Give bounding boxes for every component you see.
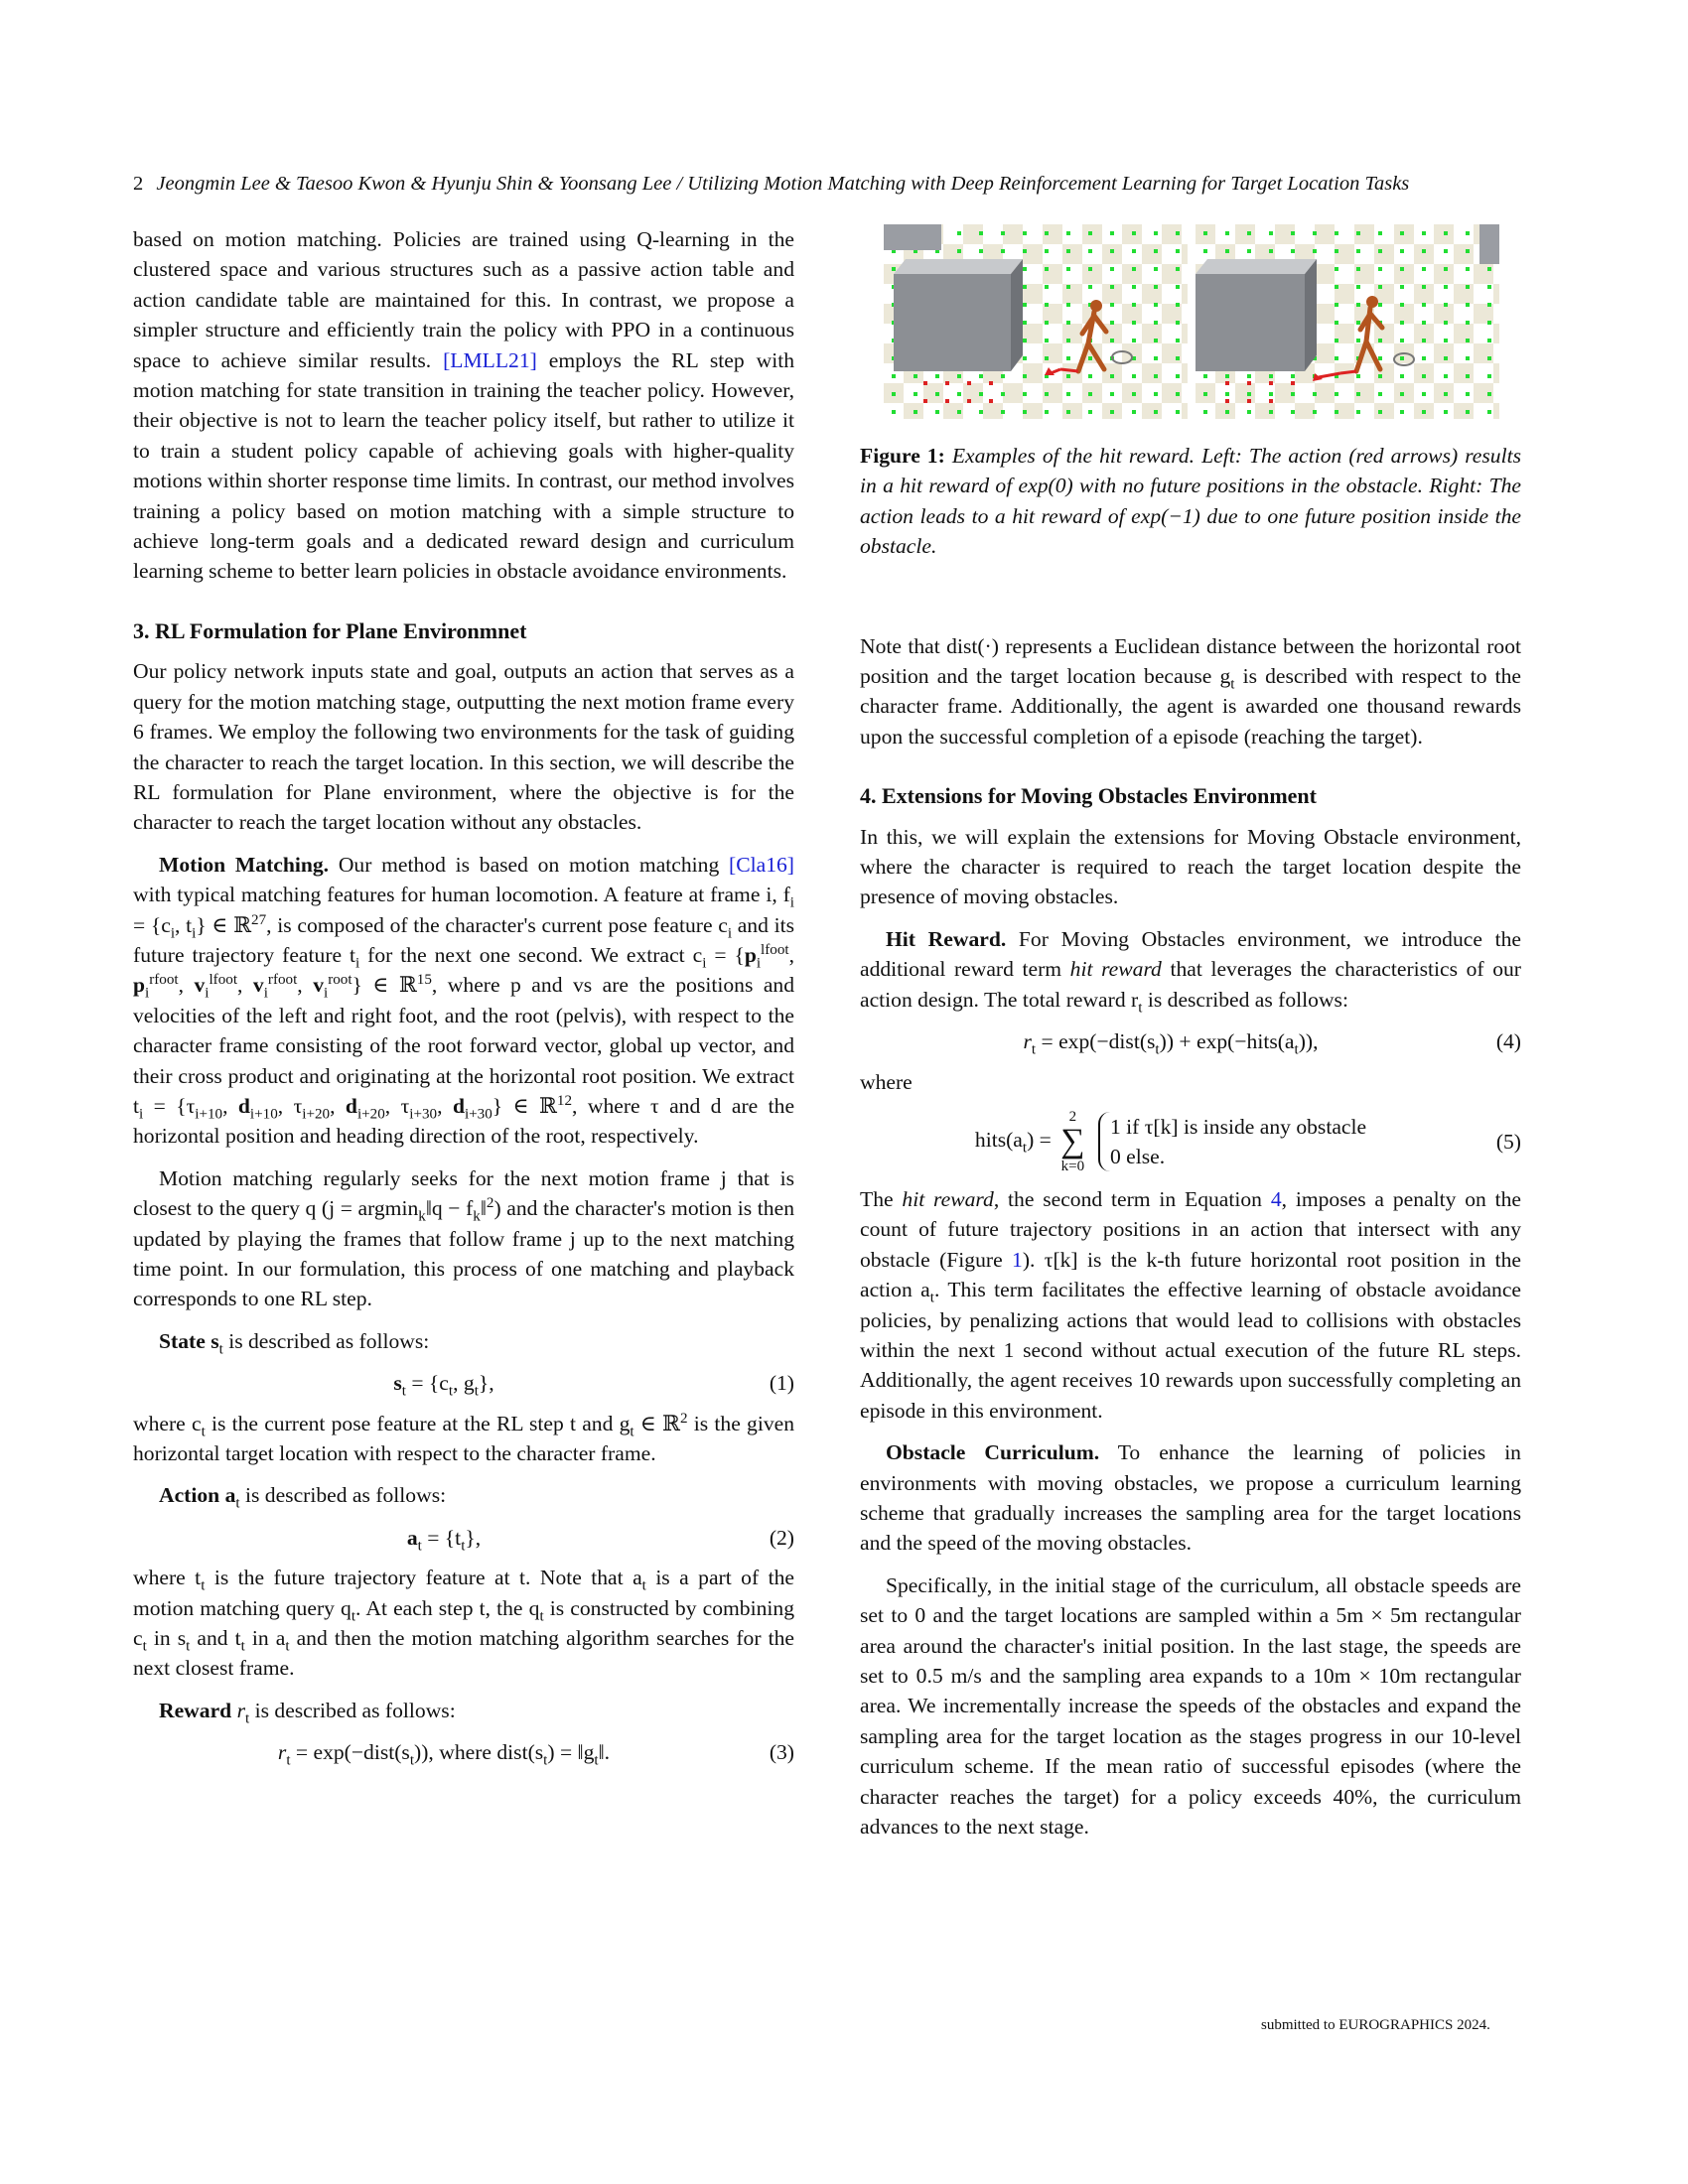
cases-brace: 1 if τ[k] is inside any obstacle 0 else. <box>1098 1112 1366 1171</box>
equation-2: $a_t = \{t_t\}$, (2) <box>133 1523 794 1553</box>
running-title: Jeongmin Lee & Taesoo Kwon & Hyunju Shin & Yoonsang Lee / Utilizing Motion Matching with Deep Reinforcement Learning for Target Location Tasks <box>156 173 1410 195</box>
equation-1: $s_t = \{c_t$, $g_t$}, (1) <box>133 1368 794 1398</box>
equation-number: (5) <box>1495 1129 1521 1154</box>
paragraph-motion-matching: Motion Matching. Our method is based on motion matching [Cla16] with typical matching features for human locomotion. A feature at frame i, $f_i = \{c_i$, $t_i$} ∈ ℝ$^{27}$, is composed of the character's current pose feature $c_i$ and its future trajectory feature $t_i$ for the next one second. We extract $c_i = \{p_i^{lfoot}$, $p_i^{rfoot}$, $v_i^{lfoot}$, $v_i^{rfoot}$, $v_i^{root}$} ∈ ℝ$^{15}$, where p and vs are the positions and velocities of the left and right foot, and the root (pelvis), with respect to the character frame consisting of the root forward vector, global up vector, and their cross product and originating at the horizontal root position. We extract $t_i = \{\tau_{i+10}$, $d_{i+10}$, $\tau_{i+20}$, $d_{i+20}$, $\tau_{i+30}$, $d_{i+30}$} ∈ ℝ$^{12}$, where τ and d are the horizontal position and heading direction of the root, respectively. <box>133 852 795 1149</box>
left-panel <box>884 224 1188 419</box>
figure-1-caption: Figure 1: Examples of the hit reward. Left: The action (red arrows) results in a hit reward of exp(0) with no future positions in the obstacle. Right: The action leads to a hit reward of exp(−1) due to one future position inside the obstacle. <box>860 444 1521 559</box>
section-heading-4: 4. Extensions for Moving Obstacles Environment <box>860 783 1317 809</box>
citation-link[interactable]: [Cla16] <box>729 852 794 877</box>
equation-4: $r_t$ = $\exp(-dist(s_t))$ + $\exp(-hits(a_t))$, (4) <box>860 1026 1521 1056</box>
paragraph-related-work: based on motion matching. Policies are trained using Q-learning in the clustered space and various structures such as a passive action table and action candidate table are maintained for this. In contrast, we propose a simpler structure and efficiently train the policy with PPO in a continuous space to achieve similar results. [LMLL21] employs the RL step with motion matching for state transition in training the teacher policy. However, their objective is not to learn the teacher policy itself, but rather to utilize it to train a student policy capable of achieving goals with higher-quality motions within shorter response time limits. In contrast, our method involves training a policy based on motion matching with a simple structure to achieve long-term goals and a dedicated reward design and curriculum learning scheme to better learn policies in obstacle avoidance environments. <box>133 227 794 584</box>
equation-number: (4) <box>1495 1029 1521 1054</box>
paragraph-hit-desc: The hit reward, the second term in Equation 4, imposes a penalty on the count of future trajectory positions in an action that intersect with any obstacle (Figure 1). τ[k] is the k-th future horizontal root position in the action $a_t$. This term facilitates the effective learning of obstacle avoidance policies, by penalizing actions that would lead to collisions with obstacles within the next 1 second without actual execution of the future RL steps. Additionally, the agent receives 10 rewards upon successfully completing an episode in this environment. <box>860 1186 1522 1423</box>
paragraph-overview: Our policy network inputs state and goal, outputs an action that serves as a query for the motion matching stage, outputting the next motion frame every 6 frames. We employ the following two environments for the task of guiding the character to reach the target location. In this section, we will describe the RL formulation for Plane environment, where the objective is for the character to reach the target location without any obstacles. <box>133 659 794 835</box>
figure-1-image <box>884 224 1499 419</box>
paragraph-curriculum: Obstacle Curriculum. To enhance the learning of policies in environments with moving obstacles, we propose a curriculum learning scheme that gradually increases the sampling area for the target locations and the speed of the moving obstacles. <box>860 1440 1521 1556</box>
paragraph-action-desc: where $t_t$ is the future trajectory feature at t. Note that $a_t$ is a part of the motion matching query $q_t$. At each step t, the $q_t$ is constructed by combining $c_t$ in $s_t$ and $t_t$ in $a_t$ and then the motion matching algorithm searches for the next closest frame. <box>133 1566 794 1681</box>
right-panel <box>1196 224 1499 419</box>
page-footer: submitted to EUROGRAPHICS 2024. <box>1261 2017 1490 2033</box>
paragraph-hit-reward: Hit Reward. For Moving Obstacles environment, we introduce the additional reward term hit reward that leverages the characteristics of our action design. The total reward $r_t$ is described as follows: <box>860 926 1522 1016</box>
paragraph-curriculum-detail: Specifically, in the initial stage of the curriculum, all obstacle speeds are set to 0 and the target locations are sampled within a 5m × 5m rectangular area around the character's initial position. In the last stage, the speeds are set to 0.5 m/s and the sampling area expands to a 10m × 10m rectangular area. We incrementally increase the speeds of the obstacles and expand the sampling area for the target location as the stages progress in our 10-level curriculum scheme. If the mean ratio of successful episodes (where the character reaches the target) for a policy exceeds 40%, the curriculum advances to the next stage. <box>860 1572 1521 1840</box>
left-column <box>133 224 794 1778</box>
equation-number: (1) <box>769 1371 794 1396</box>
paragraph-state: State $s_t$ is described as follows: <box>159 1328 430 1358</box>
paragraph-action: Action $a_t$ is described as follows: <box>159 1483 447 1512</box>
figure-label: Figure 1: <box>860 444 945 468</box>
obstacle-box <box>894 274 1011 371</box>
equation-5: $hits(a_t)$ = 2 ∑ k=0 1 if τ[k] is inside any obstacle 0 else. (5) <box>974 1108 1521 1174</box>
paragraph-matching-query: Motion matching regularly seeks for the next motion frame j that is closest to the query q (j = argmin$_k$‖q − $f_k‖^2$) and the character's motion is then updated by playing the frames that follow frame j up to the next matching time point. In our formulation, this process of one matching and playback corresponds to one RL step. <box>133 1165 794 1311</box>
right-column <box>860 224 1521 1853</box>
hit-reward-figure-svg <box>884 224 1499 419</box>
running-header <box>133 173 1563 196</box>
paragraph-state-desc: where $c_t$ is the current pose feature at the RL step t and $g_t$ ∈ ℝ$^2$ is the given horizontal target location with respect to the character frame. <box>133 1410 794 1466</box>
paragraph-reward: Reward $r_t$ is described as follows: <box>159 1698 456 1727</box>
paragraph-extensions: In this, we will explain the extensions for Moving Obstacle environment, where the character is required to reach the target location despite the presence of moving obstacles. <box>860 824 1521 909</box>
equation-3: $r_t$ = $\exp(-dist(s_t))$, where $dist(s_t)$ = $‖g_t‖$. (3) <box>133 1737 794 1767</box>
where-label: where <box>860 1069 913 1094</box>
figure-ref-link[interactable]: 1 <box>1012 1247 1023 1272</box>
equation-number: (2) <box>769 1525 794 1550</box>
equation-ref-link[interactable]: 4 <box>1270 1186 1282 1211</box>
page-number: 2 <box>133 173 144 195</box>
citation-link[interactable]: [LMLL21] <box>443 347 537 372</box>
section-heading-3: 3. RL Formulation for Plane Environmnet <box>133 617 527 643</box>
paragraph-dist-note: Note that dist(·) represents a Euclidean distance between the horizontal root position and the target location because $g_t$ is described with respect to the character frame. Additionally, the agent is awarded one thousand rewards upon the successful completion of a episode (reaching the target). <box>860 633 1522 749</box>
obstacle-box <box>1196 274 1305 371</box>
summation-symbol: 2 ∑ k=0 <box>1060 1108 1085 1174</box>
equation-number: (3) <box>769 1740 794 1765</box>
